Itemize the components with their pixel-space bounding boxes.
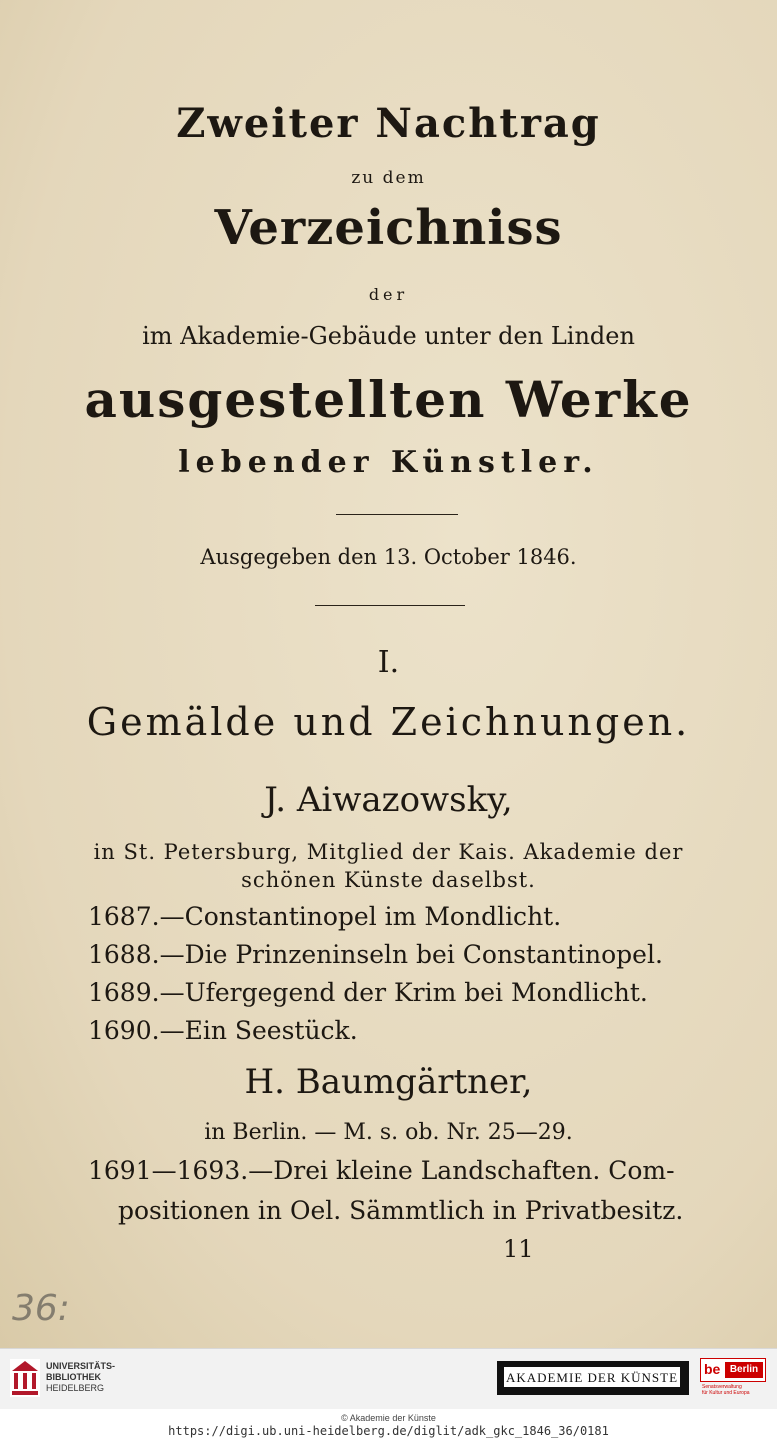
be-sub-line: für Kultur und Europa — [702, 1390, 750, 1396]
title-ausgestellten-werke: ausgestellten Werke — [84, 370, 693, 429]
be-berlin-subtitle — [702, 1384, 750, 1396]
akademie-der-kuenste-logo[interactable] — [497, 1361, 689, 1395]
artist-residence: schönen Künste daselbst. — [241, 868, 536, 892]
be-berlin-logo[interactable] — [700, 1358, 766, 1400]
title-verzeichniss: Verzeichniss — [214, 200, 563, 256]
ub-line: BIBLIOTHEK — [46, 1372, 101, 1382]
work-entry: positionen in Oel. Sämmtlich in Privatbesitz. — [118, 1196, 684, 1225]
viewer-footer — [0, 1348, 777, 1409]
title-der: der — [368, 285, 409, 304]
university-library-logo-icon[interactable] — [10, 1359, 40, 1397]
artist-name: H. Baumgärtner, — [244, 1062, 533, 1102]
copyright-notice: © Akademie der Künste — [341, 1413, 436, 1423]
artist-residence: in St. Petersburg, Mitglied der Kais. Akademie der — [93, 840, 684, 864]
berlin-mark: Berlin — [725, 1362, 763, 1378]
pencil-annotation: 36: — [12, 1288, 70, 1329]
artist-residence: in Berlin. — M. s. ob. Nr. 25—29. — [204, 1120, 573, 1145]
title-zweiter-nachtrag: Zweiter Nachtrag — [176, 100, 601, 147]
ub-line: UNIVERSITÄTS- — [46, 1361, 116, 1371]
be-sub-line: Senatsverwaltung — [702, 1384, 742, 1390]
work-entry: 1687.—Constantinopel im Mondlicht. — [88, 902, 562, 931]
section-number: I. — [377, 645, 400, 680]
work-entry: 1688.—Die Prinzeninseln bei Constantinopel. — [88, 940, 663, 969]
be-mark: be — [704, 1361, 721, 1377]
signature-mark: 11 — [503, 1235, 534, 1263]
title-zu-dem: zu dem — [351, 168, 426, 188]
issue-date: Ausgegeben den 13. October 1846. — [200, 545, 577, 569]
title-lebender-kuenstler: lebender Künstler. — [178, 445, 599, 480]
university-library-name[interactable] — [46, 1361, 115, 1394]
section-title: Gemälde und Zeichnungen. — [86, 700, 691, 744]
be-berlin-box — [700, 1358, 766, 1382]
ub-line: HEIDELBERG — [46, 1383, 105, 1393]
artist-name: J. Aiwazowsky, — [264, 780, 513, 820]
divider-rule — [315, 605, 465, 606]
adk-label: AKADEMIE DER KÜNSTE — [504, 1367, 680, 1387]
work-entry: 1690.—Ein Seestück. — [88, 1016, 358, 1045]
work-entry: 1689.—Ufergegend der Krim bei Mondlicht. — [88, 978, 648, 1007]
divider-rule — [336, 514, 458, 515]
permalink-url[interactable]: https://digi.ub.uni-heidelberg.de/diglit/adk_gkc_1846_36/0181 — [168, 1424, 609, 1438]
work-entry: 1691—1693.—Drei kleine Landschaften. Com- — [88, 1156, 675, 1185]
title-akademie-gebaeude: im Akademie-Gebäude unter den Linden — [142, 322, 635, 350]
